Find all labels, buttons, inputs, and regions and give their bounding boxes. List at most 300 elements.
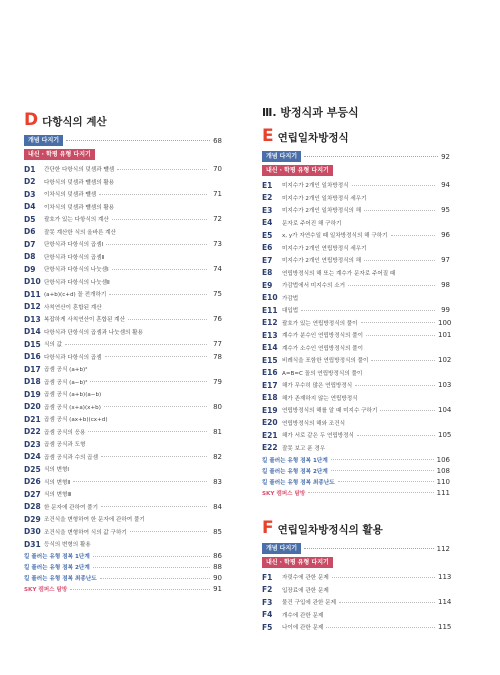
toc-item[interactable] (24, 351, 222, 364)
page-number: 95 (441, 206, 450, 215)
dotted-leader (88, 431, 207, 432)
toc-item[interactable] (262, 609, 450, 622)
toc-item[interactable] (262, 417, 450, 430)
item-code: D19 (24, 389, 41, 399)
item-title: 미지수가 2개인 연립방정식 세우기 (282, 245, 367, 252)
item-title: 괄호가 있는 다항식의 계산 (44, 217, 109, 224)
item-code: E19 (262, 405, 278, 415)
item-title: 곱셈 공식 (ax+b)(cx+d) (44, 417, 108, 424)
page-number: 105 (438, 431, 452, 440)
toc-item[interactable] (24, 463, 222, 476)
toc-item[interactable] (262, 279, 450, 292)
toc-item[interactable] (262, 342, 450, 355)
item-title: 나이에 관한 문제 (282, 625, 324, 632)
page-number: 96 (441, 231, 450, 240)
item-title: 식의 변형Ⅲ (44, 492, 72, 499)
dotted-leader (348, 285, 435, 286)
sky-campus-link[interactable] (262, 487, 450, 498)
dotted-leader (104, 406, 207, 407)
concept-label: 개념 다지기 (262, 151, 301, 162)
dotted-leader (100, 578, 210, 579)
toc-item[interactable] (262, 292, 450, 305)
item-title: 잘못 계산한 식의 올바른 계산 (44, 229, 116, 236)
toc-item[interactable] (24, 188, 222, 201)
page-number: 73 (213, 240, 222, 249)
item-code: E18 (262, 393, 278, 403)
page-number: 111 (436, 488, 450, 497)
page-number: 75 (213, 290, 222, 299)
review-step-link[interactable] (262, 454, 450, 465)
item-code: E20 (262, 418, 278, 428)
toc-item[interactable] (24, 501, 222, 514)
page-number: 70 (213, 165, 222, 174)
toc-item[interactable] (24, 163, 222, 176)
item-title: 간단한 다항식의 덧셈과 뺄셈 (44, 167, 115, 174)
toc-item[interactable] (262, 179, 450, 192)
toc-item[interactable] (24, 451, 222, 464)
item-title: 식의 변형Ⅱ (44, 479, 71, 486)
dotted-leader (364, 210, 435, 211)
item-code: D12 (24, 302, 41, 312)
toc-item[interactable] (262, 229, 450, 242)
right-column (262, 104, 450, 634)
item-code: E21 (262, 430, 278, 440)
item-title: 미지수가 2개인 연립방정식의 해 (282, 258, 362, 265)
item-code: E12 (262, 318, 278, 328)
item-title: 비례식을 포함한 연립방정식의 풀이 (282, 358, 369, 365)
section-name: 연립일차방정식 (277, 132, 349, 144)
dotted-leader (331, 470, 434, 471)
item-code: F1 (262, 572, 273, 582)
extra-title: SKY 캠퍼스 탐방 (24, 587, 68, 593)
item-code: D24 (24, 452, 41, 462)
dotted-leader (304, 156, 438, 158)
dotted-leader (99, 194, 207, 195)
item-title: 조건식을 변형하여 식의 값 구하기 (44, 529, 127, 536)
page-number: 80 (213, 402, 222, 411)
dotted-leader (304, 548, 434, 550)
item-code: E9 (262, 280, 273, 290)
review-step-link[interactable] (24, 551, 222, 562)
page-number: 88 (213, 563, 222, 571)
page-number: 94 (441, 181, 450, 190)
item-code: F3 (262, 597, 273, 607)
item-title: 복잡하게 사칙연산이 혼합된 계산 (44, 317, 125, 324)
item-title: 미지수가 2개인 일차방정식 세우기 (282, 195, 367, 202)
page-number: 101 (438, 331, 452, 340)
toc-item[interactable] (262, 596, 450, 609)
item-title: 가감법 (282, 295, 299, 302)
review-step-link[interactable] (24, 573, 222, 584)
item-code: E5 (262, 230, 273, 240)
toc-item[interactable] (262, 329, 450, 342)
toc-item[interactable] (24, 338, 222, 351)
page-number: 113 (438, 573, 452, 582)
page-number: 85 (213, 527, 222, 536)
page-number: 74 (213, 265, 222, 274)
type-label: 내신 · 학평 유형 다지기 (24, 149, 95, 160)
item-code: D27 (24, 489, 41, 499)
item-code: E14 (262, 343, 278, 353)
page-number: 97 (441, 256, 450, 265)
item-title: 다항식의 덧셈과 뺄셈의 활용 (44, 179, 115, 186)
page-number: 86 (213, 552, 222, 560)
extra-title: 킬 플러는 유형 점복 최종난도 (262, 479, 335, 486)
section-name: 연립일차방정식의 활용 (277, 524, 383, 536)
extra-title: SKY 캠퍼스 탐방 (262, 490, 306, 497)
review-step-link[interactable] (24, 562, 222, 573)
page-number: 81 (213, 427, 222, 436)
page-number: 84 (213, 502, 222, 511)
type-bar (262, 165, 450, 176)
dotted-leader (93, 567, 210, 568)
dotted-leader (361, 322, 435, 323)
item-title: 연립방정식의 해를 알 때 미지수 구하기 (282, 408, 378, 415)
item-title: (a+b)(c+d) 꼴 전개하기 (44, 292, 107, 299)
toc-item[interactable] (262, 392, 450, 405)
item-title: 단항식과 다항식의 곱셈Ⅰ (44, 242, 104, 249)
left-column (24, 112, 222, 595)
item-code: D31 (24, 539, 41, 549)
item-code: E22 (262, 443, 278, 453)
item-title: 입장료에 관한 문제 (282, 587, 329, 594)
item-code: E6 (262, 243, 273, 253)
toc-item[interactable] (24, 388, 222, 401)
right-item-list (262, 179, 450, 454)
extra-title: 킬 플러는 유형 점복 2단계 (24, 565, 90, 571)
dotted-leader (106, 244, 207, 245)
item-title: 곱셈 공식의 응용 (44, 429, 86, 436)
item-title: 미지수가 2개인 일차방정식 (282, 183, 349, 190)
toc-item[interactable] (24, 176, 222, 189)
page-number: 72 (213, 215, 222, 224)
page-number: 71 (213, 190, 222, 199)
item-title: 해가 존재하지 않는 연립방정식 (282, 395, 358, 402)
item-title: 단항식과 다항식의 곱셈Ⅱ (44, 254, 105, 261)
page-number: 92 (441, 152, 450, 161)
page-number: 98 (441, 281, 450, 290)
page-number: 99 (441, 306, 450, 315)
page-number: 76 (213, 315, 222, 324)
page-number: 83 (213, 477, 222, 486)
toc-item[interactable] (262, 584, 450, 597)
item-title: 이차식의 덧셈과 뺄셈의 활용 (44, 204, 115, 211)
dotted-leader (352, 185, 435, 186)
toc-item[interactable] (24, 226, 222, 239)
item-title: 대입법 (282, 308, 299, 315)
page-number: 110 (436, 477, 450, 486)
item-code: D29 (24, 514, 41, 524)
review-step-link[interactable] (262, 465, 450, 476)
item-code: D17 (24, 364, 41, 374)
item-code: D25 (24, 464, 41, 474)
item-code: D1 (24, 164, 36, 174)
toc-item[interactable] (262, 354, 450, 367)
toc-item[interactable] (24, 263, 222, 276)
page-number: 103 (438, 381, 452, 390)
item-code: D13 (24, 314, 41, 324)
page-number: 68 (213, 136, 222, 145)
toc-item[interactable] (24, 376, 222, 389)
toc-item[interactable] (24, 526, 222, 539)
item-code: D9 (24, 264, 36, 274)
type-label: 내신 · 학평 유형 다지기 (262, 165, 333, 176)
item-code: D8 (24, 252, 36, 262)
item-title: 개수에 관한 문제 (282, 612, 324, 619)
toc-item[interactable] (24, 301, 222, 314)
dotted-leader (371, 360, 435, 361)
left-extra-list (24, 551, 222, 595)
toc-item[interactable] (24, 276, 222, 289)
spacer (262, 498, 450, 520)
item-title: 해가 서로 같은 두 연립방정식 (282, 433, 354, 440)
item-code: E3 (262, 205, 273, 215)
toc-item[interactable] (24, 238, 222, 251)
toc-item[interactable] (262, 204, 450, 217)
item-code: E13 (262, 330, 278, 340)
concept-label: 개념 다지기 (262, 543, 301, 554)
item-code: E4 (262, 218, 273, 228)
item-title: 다항식과 다항식의 곱셈 (44, 354, 102, 361)
item-title: 단항식과 다항식의 나눗셈Ⅱ (44, 279, 110, 286)
dotted-leader (93, 556, 210, 557)
dotted-leader (326, 627, 435, 628)
item-code: D28 (24, 502, 41, 512)
page-number: 82 (213, 452, 222, 461)
section-e-title (262, 128, 450, 145)
item-code: D2 (24, 177, 36, 187)
toc-item[interactable] (24, 488, 222, 501)
item-code: D4 (24, 202, 36, 212)
item-title: 계수가 분수인 연립방정식의 풀이 (282, 333, 363, 340)
dotted-leader (65, 344, 207, 345)
item-title: 해가 무수히 많은 연립방정식 (282, 383, 353, 390)
extra-title: 킬 플러는 유형 점복 1단계 (262, 457, 328, 464)
item-title: 곱셈 공식 (a+b)(a−b) (44, 392, 102, 399)
item-title: 잘못 보고 푼 경우 (282, 445, 326, 452)
dotted-leader (128, 319, 207, 320)
toc-item[interactable] (24, 426, 222, 439)
item-title: 곱셈 공식과 도형 (44, 442, 86, 449)
item-code: E7 (262, 255, 273, 265)
item-title: 물건 구입에 관한 문제 (282, 600, 336, 607)
section-letter: F (262, 518, 274, 538)
item-title: 곱셈 공식 (a−b)² (44, 379, 88, 386)
item-code: F2 (262, 585, 273, 595)
sky-campus-link[interactable] (24, 584, 222, 595)
dotted-leader (66, 140, 210, 142)
toc-item[interactable] (24, 201, 222, 214)
dotted-leader (355, 385, 435, 386)
page-number: 79 (213, 377, 222, 386)
type-label: 내신 · 학평 유형 다지기 (262, 557, 333, 568)
dotted-leader (366, 335, 435, 336)
dotted-leader (101, 506, 207, 507)
item-code: F4 (262, 610, 273, 620)
right-item-list-2 (262, 571, 450, 634)
item-title: 등식의 변형의 활용 (44, 542, 91, 549)
concept-bar[interactable] (262, 543, 450, 554)
toc-item[interactable] (24, 363, 222, 376)
item-code: D20 (24, 402, 41, 412)
section-letter: D (24, 110, 39, 130)
item-title: 연립방정식의 해와 조건식 (282, 420, 345, 427)
toc-item[interactable] (24, 313, 222, 326)
extra-title: 킬 플러는 유형 점복 2단계 (262, 468, 328, 475)
item-code: D22 (24, 427, 41, 437)
left-item-list (24, 163, 222, 551)
review-step-link[interactable] (262, 476, 450, 487)
item-code: E10 (262, 293, 278, 303)
dotted-leader (332, 577, 435, 578)
item-code: D30 (24, 527, 41, 537)
type-bar (24, 149, 222, 160)
toc-item[interactable] (262, 254, 450, 267)
toc-item[interactable] (262, 571, 450, 584)
toc-item[interactable] (262, 304, 450, 317)
dotted-leader (112, 269, 207, 270)
item-title: 연립방정식의 해 또는 계수가 문자로 주어질 때 (282, 270, 396, 277)
page-number: 108 (436, 466, 450, 475)
page-number: 102 (438, 356, 452, 365)
item-code: E1 (262, 180, 273, 190)
page-number: 78 (213, 352, 222, 361)
dotted-leader (109, 294, 207, 295)
toc-item[interactable] (24, 476, 222, 489)
toc-item[interactable] (24, 438, 222, 451)
item-code: D26 (24, 477, 41, 487)
item-title: 가감법에서 미지수의 소거 (282, 283, 345, 290)
item-title: 곱셈 공식 (x+a)(x+b) (44, 404, 101, 411)
section-f-title (262, 520, 450, 537)
item-title: x, y가 자연수일 때 일차방정식의 해 구하기 (282, 233, 388, 240)
dotted-leader (380, 410, 435, 411)
right-extra-list (262, 454, 450, 498)
toc-item[interactable] (24, 288, 222, 301)
dotted-leader (357, 435, 435, 436)
item-title: 단항식과 다항식의 나눗셈Ⅰ (44, 267, 109, 274)
item-code: D7 (24, 239, 36, 249)
concept-bar[interactable] (24, 135, 222, 146)
item-code: E11 (262, 305, 278, 315)
item-code: D21 (24, 414, 41, 424)
page-number: 77 (213, 340, 222, 349)
dotted-leader (339, 602, 435, 603)
item-code: E16 (262, 368, 278, 378)
dotted-leader (308, 492, 433, 493)
part-title: Ⅲ. 방정식과 부등식 (262, 106, 359, 119)
toc-item[interactable] (262, 192, 450, 205)
dotted-leader (331, 459, 434, 460)
dotted-leader (105, 356, 207, 357)
toc-item[interactable] (24, 326, 222, 339)
item-title: 조건식을 변형하여 한 문자에 관하여 풀기 (44, 517, 145, 524)
page-number: 104 (438, 406, 452, 415)
item-title: 곱셈 공식 (a+b)² (44, 367, 88, 374)
dotted-leader (130, 531, 207, 532)
toc-item[interactable] (262, 621, 450, 634)
item-title: 이차식의 덧셈과 뺄셈 (44, 192, 97, 199)
toc-item[interactable] (24, 213, 222, 226)
item-code: E15 (262, 355, 278, 365)
extra-title: 킬 플러는 유형 점복 최종난도 (24, 576, 97, 582)
toc-item[interactable] (262, 242, 450, 255)
item-title: 문자로 주어진 해 구하기 (282, 220, 342, 227)
toc-item[interactable] (24, 413, 222, 426)
toc-item[interactable] (24, 401, 222, 414)
item-title: 한 문자에 관하여 풀기 (44, 504, 98, 511)
item-title: 식의 변형Ⅰ (44, 467, 70, 474)
toc-item[interactable] (24, 251, 222, 264)
item-title: 식의 값 (44, 342, 62, 349)
page-number: 115 (438, 623, 452, 632)
extra-title: 킬 플러는 유형 점복 1단계 (24, 554, 90, 560)
toc-item[interactable] (24, 538, 222, 551)
item-code: D5 (24, 214, 36, 224)
toc-item[interactable] (262, 379, 450, 392)
toc-item[interactable] (24, 513, 222, 526)
item-code: E8 (262, 268, 273, 278)
toc-item[interactable] (262, 442, 450, 455)
item-code: F5 (262, 622, 273, 632)
type-bar (262, 557, 450, 568)
dotted-leader (117, 169, 207, 170)
toc-item[interactable] (262, 317, 450, 330)
dotted-leader (391, 235, 435, 236)
item-title: 계수가 소수인 연립방정식의 풀이 (282, 345, 363, 352)
toc-item[interactable] (262, 217, 450, 230)
item-title: 자릿수에 관한 문제 (282, 575, 329, 582)
dotted-leader (112, 219, 207, 220)
concept-bar[interactable] (262, 151, 450, 162)
dotted-leader (73, 481, 207, 482)
toc-item[interactable] (262, 404, 450, 417)
dotted-leader (364, 260, 435, 261)
item-code: D16 (24, 352, 41, 362)
item-code: D23 (24, 439, 41, 449)
page-number: 91 (213, 585, 222, 593)
dotted-leader (101, 456, 207, 457)
item-code: D3 (24, 189, 36, 199)
dotted-leader (301, 310, 435, 311)
section-name: 다항식의 계산 (42, 116, 107, 128)
dotted-leader (338, 481, 434, 482)
item-code: D11 (24, 289, 41, 299)
item-title: 다항식과 단항식의 곱셈과 나눗셈의 활용 (44, 329, 143, 336)
item-code: E17 (262, 380, 278, 390)
dotted-leader (90, 381, 207, 382)
page-number: 112 (436, 544, 450, 553)
toc-item[interactable] (262, 429, 450, 442)
item-title: 미지수가 2개인 일차방정식의 해 (282, 208, 362, 215)
page-number: 90 (213, 574, 222, 582)
item-title: A=B=C 꼴의 연립방정식의 풀이 (282, 370, 363, 377)
section-d-title (24, 112, 222, 129)
page-number: 114 (438, 598, 452, 607)
item-title: 사칙연산이 혼합된 계산 (44, 304, 102, 311)
item-title: 곱셈 공식과 수의 곱셈 (44, 454, 98, 461)
item-code: D18 (24, 377, 41, 387)
section-letter: E (262, 126, 274, 146)
item-code: E2 (262, 193, 273, 203)
item-code: D10 (24, 277, 41, 287)
item-title: 괄호가 있는 연립방정식의 풀이 (282, 320, 358, 327)
toc-item[interactable] (262, 367, 450, 380)
dotted-leader (70, 589, 210, 590)
item-code: D6 (24, 227, 36, 237)
page-number: 100 (438, 318, 452, 327)
toc-item[interactable] (262, 267, 450, 280)
